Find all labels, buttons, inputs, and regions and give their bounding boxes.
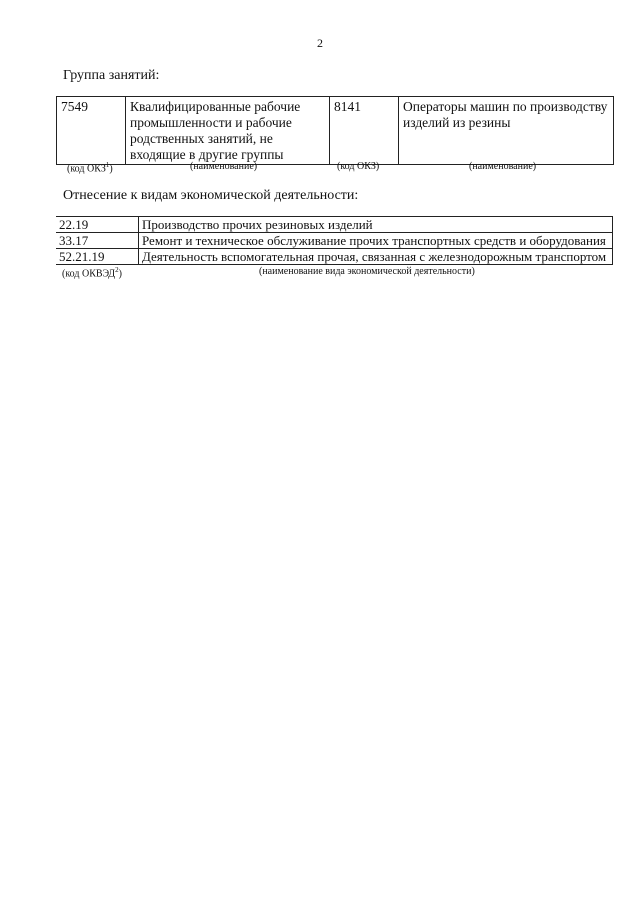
economic-activities-table [56,216,613,265]
okved-name-cell: Ремонт и техническое обслуживание прочих транспортных средств и оборудования [139,233,613,249]
okved-name-cell: Производство прочих резиновых изделий [139,217,613,233]
okved-code-cell: 33.17 [56,233,139,249]
okved-code-cell: 22.19 [56,217,139,233]
occupation-group-table [56,96,614,165]
table-row [56,233,613,249]
occupation-group-title: Группа занятий: [63,68,160,83]
caption-okz-code-2: (код ОКЗ) [337,161,380,172]
table-row [56,249,613,265]
caption-name-2: (наименование) [469,161,537,172]
occupation-group-row [57,97,614,165]
caption-okved-code: (код ОКВЭД$^2$) [62,266,122,280]
okz-code-cell-2: 8141 [330,97,399,165]
footnote-marker: 2 [115,266,119,274]
okz-name-cell: Квалифицированные рабочие промышленности и рабочие родственных занятий, не входящие в другие группы [126,97,330,165]
page-number: 2 [317,36,323,50]
table-row [56,217,613,233]
caption-activity-name: (наименование вида экономической деятельности) [259,266,475,277]
caption-okz-code: (код ОКЗ$^1$) [67,161,113,175]
okved-code-cell: 52.21.19 [56,249,139,265]
economic-activities-title: Отнесение к видам экономической деятельности: [63,188,359,203]
okz-name-cell-2: Операторы машин по производству изделий из резины [399,97,614,165]
okz-code-cell: 7549 [57,97,126,165]
footnote-marker: 1 [105,161,110,169]
caption-name: (наименование) [190,161,258,172]
okved-name-cell: Деятельность вспомогательная прочая, связанная с железнодорожным транспортом [139,249,613,265]
